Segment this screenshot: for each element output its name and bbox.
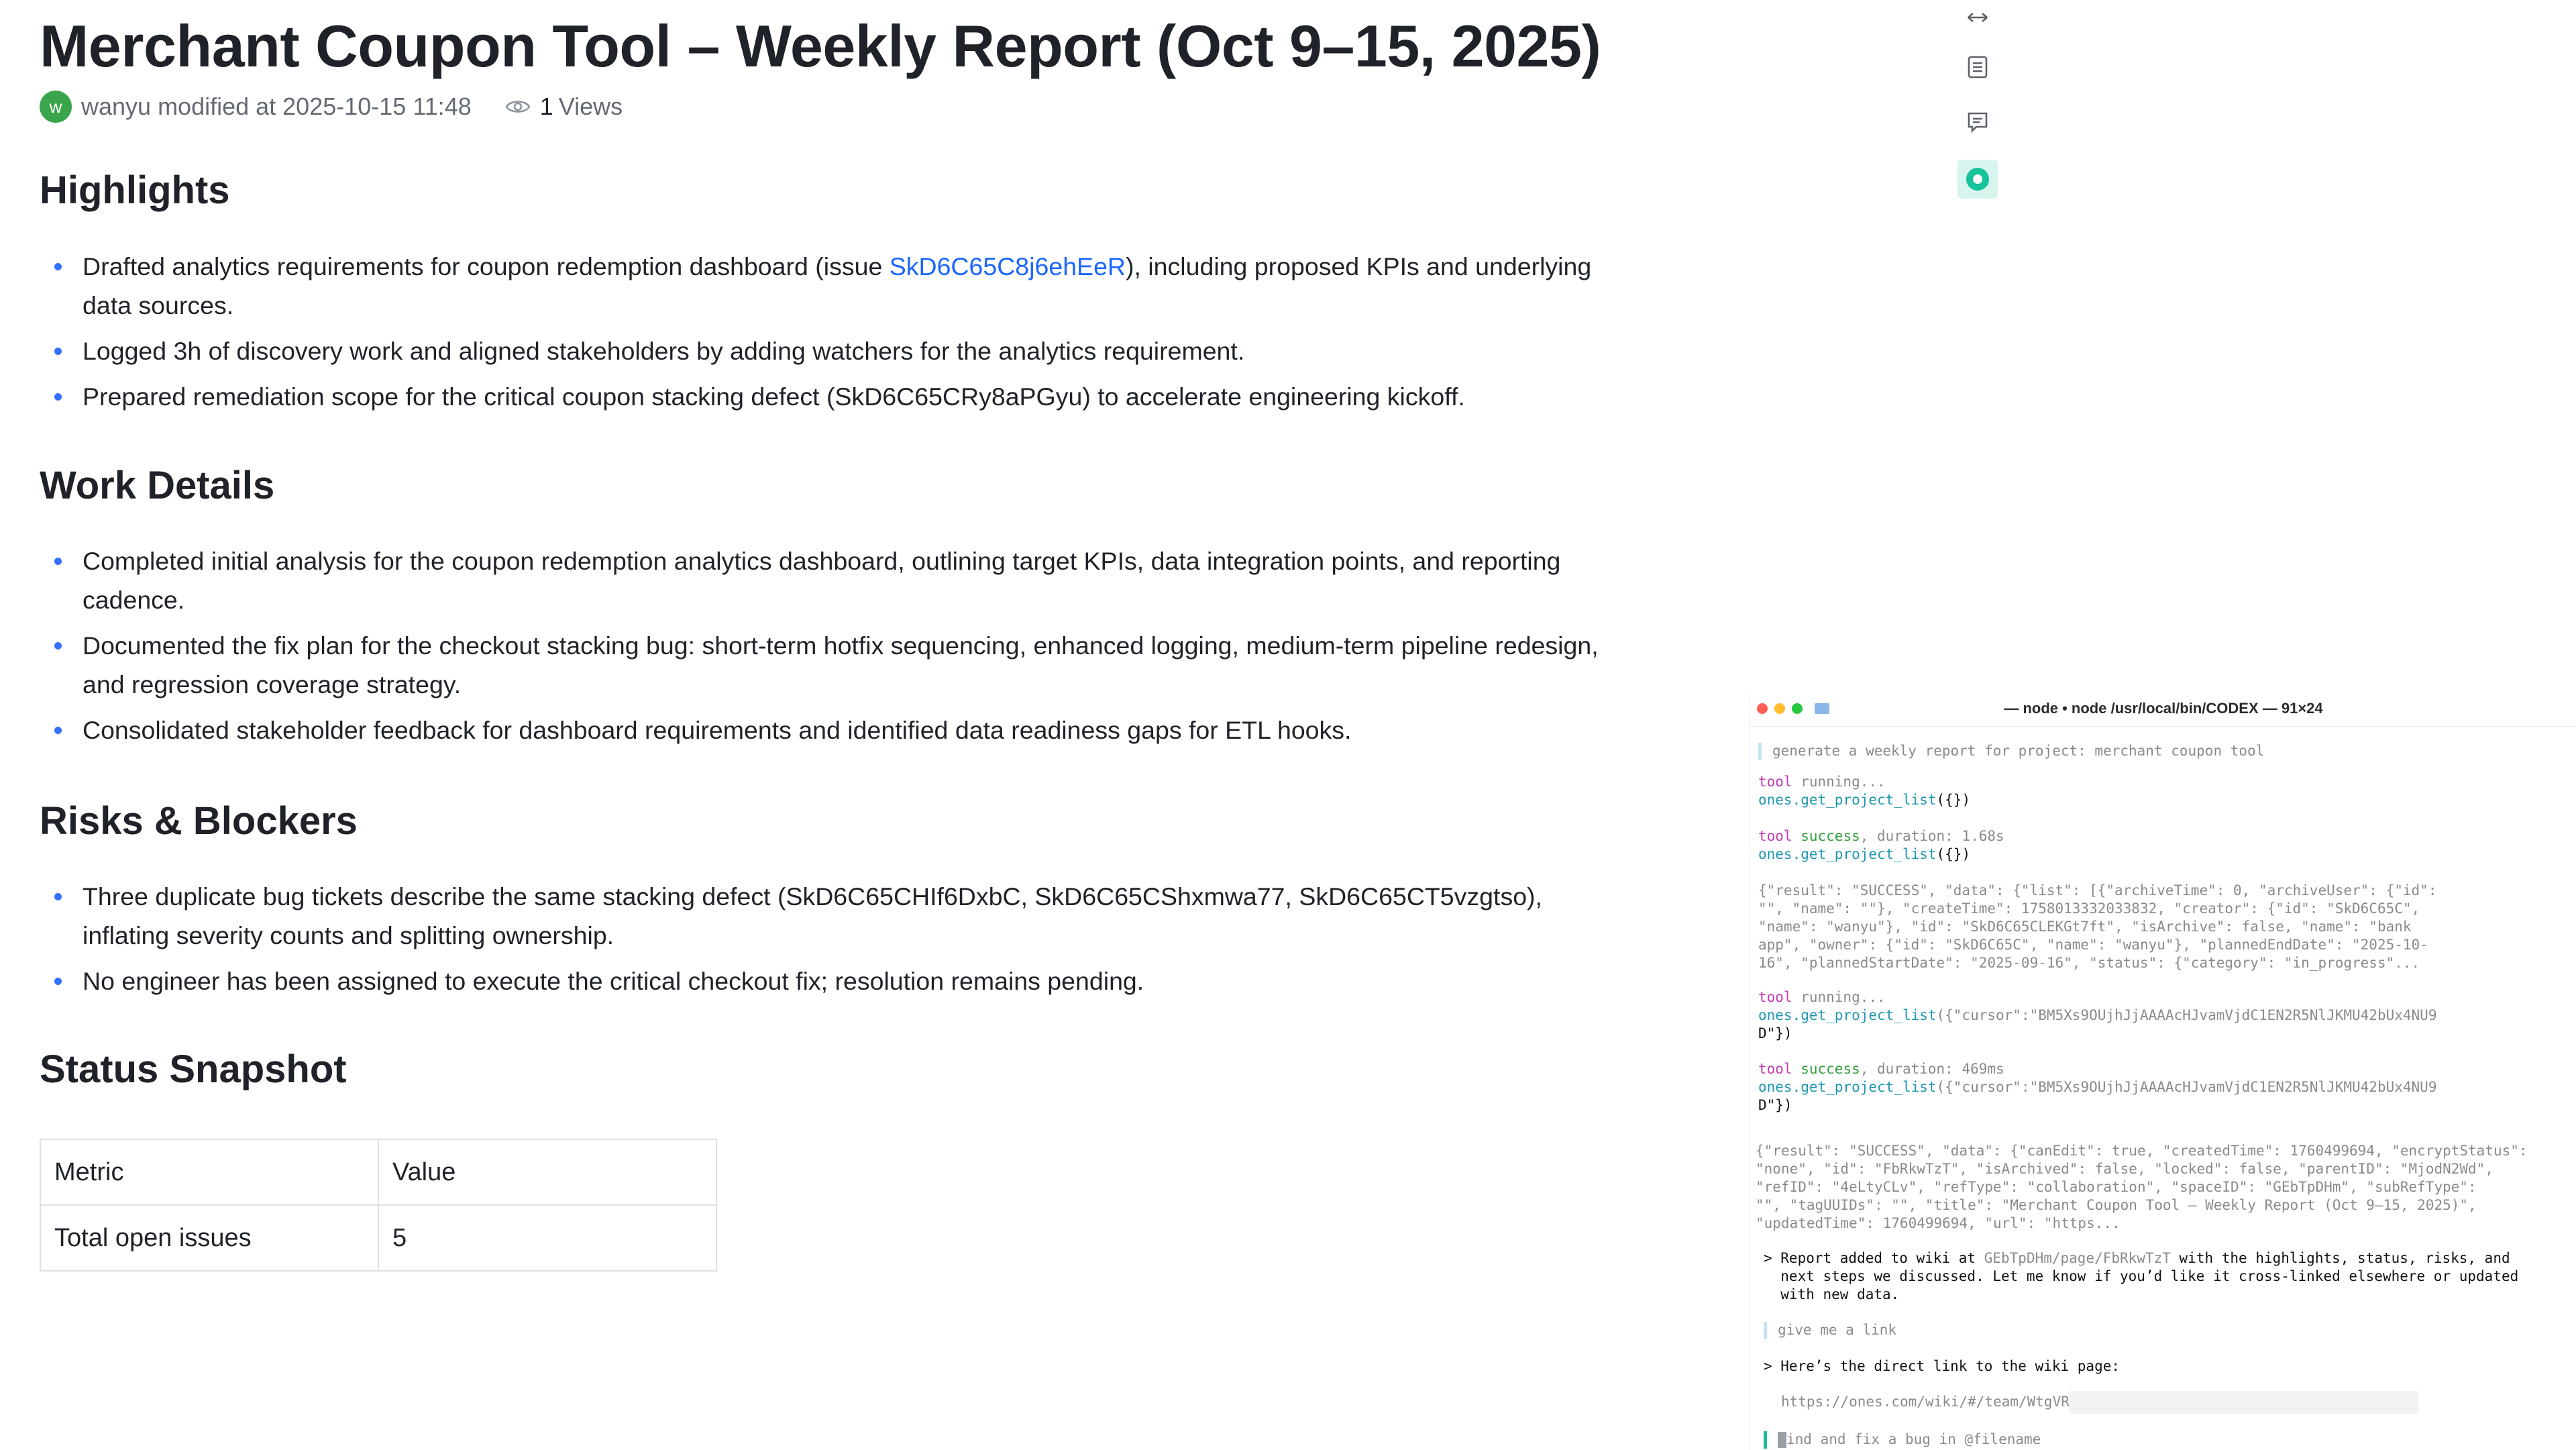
- list-item-text: Prepared remediation scope for the critical coupon stacking defect (SkD6C65CRy8aPGyu) to accelerate engineering kickoff.: [83, 382, 1465, 411]
- prompt-bar-icon: [1758, 743, 1762, 760]
- assistant-reply: [1764, 1249, 2518, 1304]
- list-item-text: inflating severity counts and splitting ownership.: [83, 921, 614, 949]
- views-counter: [505, 93, 623, 121]
- tool-success: success: [1801, 828, 1860, 844]
- tool-duration: , duration: 469ms: [1860, 1061, 2004, 1077]
- reply-text: with the highlights, status, risks, and: [2170, 1250, 2510, 1266]
- list-item-text: cadence.: [83, 586, 185, 614]
- tool-call: [1758, 1078, 2436, 1115]
- prompt-text: generate a weekly report for project: merchant coupon tool: [1772, 743, 2265, 759]
- prompt-text: give me a link: [1778, 1322, 1897, 1338]
- result-line: 16", "plannedStartDate": "2025-09-16", "status": {"category": "in_progress"...: [1758, 955, 2420, 971]
- prompt-bar-icon: [1764, 1322, 1767, 1339]
- tool-success: success: [1801, 1061, 1860, 1077]
- result-line: "updatedTime": 1760499694, "url": "https...: [1756, 1215, 2121, 1231]
- list-item-text: Drafted analytics requirements for coupon redemption dashboard (issue: [83, 252, 890, 280]
- tool-duration: , duration: 1.68s: [1860, 828, 2004, 844]
- list-item-text: data sources.: [83, 291, 234, 319]
- tool-namespace: ones: [1758, 1079, 1792, 1095]
- table-header-cell[interactable]: Value: [378, 1139, 716, 1205]
- list-item: [40, 541, 1650, 619]
- list-item-text: Completed initial analysis for the coupon redemption analytics dashboard, outlining target KPIs, data integration points, and reporting: [83, 547, 1561, 575]
- result-line: "name": "wanyu"}, "id": "SkD6C65CLEKGt7ft", "isArchive": false, "name": "bank: [1758, 919, 2412, 935]
- tool-function: .get_project_list: [1792, 1007, 1937, 1023]
- result-line: "", "tagUUIDs": "", "title": "Merchant Coupon Tool – Weekly Report (Oct 9–15, 2025)",: [1756, 1197, 2477, 1213]
- bullet-icon: [54, 348, 62, 355]
- list-item-text: Documented the fix plan for the checkout stacking bug: short-term hotfix sequencing, enhanced logging, medium-term pipeline redesign,: [83, 631, 1599, 660]
- tool-args: D"}): [1758, 1025, 1792, 1041]
- issue-link[interactable]: SkD6C65C8j6ehEeR: [889, 252, 1126, 280]
- reply-text: with new data.: [1764, 1286, 1900, 1302]
- expand-width-icon[interactable]: [1964, 4, 1991, 31]
- page-title: Merchant Coupon Tool – Weekly Report (Oct 9–15, 2025): [40, 13, 1601, 79]
- input-placeholder: ind and fix a bug in @filename: [1786, 1431, 2041, 1447]
- terminal-title: — node • node /usr/local/bin/CODEX — 91×24: [2004, 700, 2323, 717]
- tool-call: [1758, 845, 1970, 864]
- table-row: [40, 1205, 716, 1271]
- tool-label: tool: [1758, 989, 1792, 1005]
- list-item: [40, 962, 1650, 1000]
- bullet-icon: [54, 727, 62, 734]
- list-item-text: Three duplicate bug tickets describe the same stacking defect (SkD6C65CHIf6DxbC, SkD6C65CShxmwa77, SkD6C65CT5vzgtso),: [83, 882, 1542, 911]
- table-header-cell[interactable]: Metric: [40, 1139, 378, 1205]
- cursor-icon: [1778, 1432, 1786, 1448]
- avatar[interactable]: w: [40, 91, 72, 123]
- result-line: "", "name": ""}, "createTime": 1758013332033832, "creator": {"id": "SkD6C65C",: [1758, 900, 2420, 917]
- tool-args: ({}): [1936, 846, 1971, 862]
- eye-icon: [505, 98, 531, 115]
- tool-namespace: ones: [1758, 846, 1792, 862]
- work-details-list: [40, 541, 1650, 756]
- tool-status: [1758, 827, 2004, 845]
- assistant-icon[interactable]: [1957, 160, 1998, 199]
- user-prompt: [1758, 742, 2264, 760]
- tool-function: .get_project_list: [1792, 846, 1937, 862]
- bullet-icon: [54, 893, 62, 900]
- tool-namespace: ones: [1758, 1007, 1792, 1023]
- tool-call: [1758, 1006, 2436, 1043]
- wiki-path[interactable]: GEbTpDHm/page/FbRkwTzT: [1984, 1250, 2171, 1266]
- list-item: [40, 377, 1650, 416]
- tool-args: ({"cursor":"BM5Xs9OUjhJjAAAAcHJvamVjdC1EN2R5NlJKMU42bUx4NU9: [1936, 1007, 2437, 1023]
- result-line: app", "owner": {"id": "SkD6C65C", "name": "wanyu"}, "plannedEndDate": "2025-10-: [1758, 937, 2428, 953]
- bullet-icon: [54, 558, 62, 565]
- highlights-list: [40, 247, 1650, 423]
- list-item: [40, 711, 1650, 749]
- redacted-area: [2070, 1391, 2418, 1414]
- tool-result: [1758, 882, 2436, 972]
- risks-list: [40, 877, 1650, 1007]
- tool-args: ({}): [1936, 792, 1971, 808]
- tool-status: [1758, 988, 1886, 1006]
- status-table: [40, 1139, 717, 1272]
- terminal-window: [1750, 691, 2576, 1450]
- modified-info: wanyu modified at 2025-10-15 11:48: [81, 93, 472, 120]
- result-line: "refID": "4eLtyCLv", "refType": "collaboration", "spaceID": "GEbTpDHm", "subRefType":: [1756, 1179, 2477, 1195]
- views-label: Views: [558, 93, 623, 120]
- reply-text: > Report added to wiki at: [1764, 1250, 1984, 1266]
- reply-text: > Here’s the direct link to the wiki page:: [1764, 1358, 2121, 1374]
- terminal-titlebar: [1750, 691, 2576, 727]
- list-item: [40, 247, 1650, 325]
- heading-status: Status Snapshot: [40, 1047, 347, 1091]
- tool-namespace: ones: [1758, 792, 1792, 808]
- tool-label: tool: [1758, 1061, 1792, 1077]
- tool-running: running...: [1792, 989, 1886, 1005]
- tool-running: running...: [1792, 774, 1886, 790]
- heading-highlights: Highlights: [40, 168, 230, 212]
- table-cell[interactable]: 5: [378, 1205, 716, 1271]
- comment-icon[interactable]: [1964, 109, 1991, 136]
- user-prompt: [1764, 1321, 1896, 1339]
- page-meta: [40, 91, 623, 123]
- views-count: 1: [539, 93, 553, 120]
- bullet-icon: [54, 978, 62, 985]
- list-item-text: Consolidated stakeholder feedback for dashboard requirements and identified data readiness gaps for ETL hooks.: [83, 716, 1352, 744]
- tool-call: [1758, 791, 1970, 809]
- bullet-icon: [54, 642, 62, 650]
- list-item-text: and regression coverage strategy.: [83, 670, 462, 698]
- heading-work-details: Work Details: [40, 464, 275, 507]
- list-item: [40, 331, 1650, 370]
- result-line: {"result": "SUCCESS", "data": {"list": [{"archiveTime": 0, "archiveUser": {"id":: [1758, 882, 2437, 898]
- terminal-input[interactable]: [1764, 1431, 2041, 1449]
- wiki-url[interactable]: https://ones.com/wiki/#/team/WtgVR: [1781, 1394, 2070, 1410]
- bullet-icon: [54, 263, 62, 270]
- list-item-text: Logged 3h of discovery work and aligned stakeholders by adding watchers for the analytics requirement.: [83, 337, 1245, 365]
- reply-text: next steps we discussed. Let me know if you’d like it cross-linked elsewhere or updated: [1764, 1268, 2519, 1284]
- list-item: [40, 877, 1650, 955]
- table-header-row: [40, 1139, 716, 1205]
- table-cell[interactable]: Total open issues: [40, 1205, 378, 1271]
- tool-args: D"}): [1758, 1097, 1792, 1113]
- tool-function: .get_project_list: [1792, 1079, 1937, 1095]
- bullet-icon: [54, 393, 62, 401]
- assistant-reply: [1764, 1357, 2120, 1376]
- outline-icon[interactable]: [1964, 54, 1991, 81]
- tool-status: [1758, 1060, 2004, 1078]
- list-item-text: No engineer has been assigned to execute the critical checkout fix; resolution remains pending.: [83, 967, 1144, 995]
- tool-label: tool: [1758, 828, 1792, 844]
- list-item: [40, 626, 1650, 704]
- list-item-text: ), including proposed KPIs and underlying: [1126, 252, 1592, 280]
- result-line: {"result": "SUCCESS", "data": {"canEdit": true, "createdTime": 1760499694, "encryptStatus":: [1756, 1143, 2528, 1159]
- tool-status: [1758, 773, 1886, 791]
- tool-result: [1756, 1142, 2528, 1233]
- prompt-bar-icon: [1764, 1431, 1767, 1449]
- result-line: "none", "id": "FbRkwTzT", "isArchived": false, "locked": false, "parentID": "MjodN2Wd",: [1756, 1161, 2493, 1177]
- tool-label: tool: [1758, 774, 1792, 790]
- heading-risks: Risks & Blockers: [40, 799, 358, 843]
- wiki-link[interactable]: [1781, 1391, 2418, 1414]
- tool-function: .get_project_list: [1792, 792, 1937, 808]
- tool-args: ({"cursor":"BM5Xs9OUjhJjAAAAcHJvamVjdC1EN2R5NlJKMU42bUx4NU9: [1936, 1079, 2437, 1095]
